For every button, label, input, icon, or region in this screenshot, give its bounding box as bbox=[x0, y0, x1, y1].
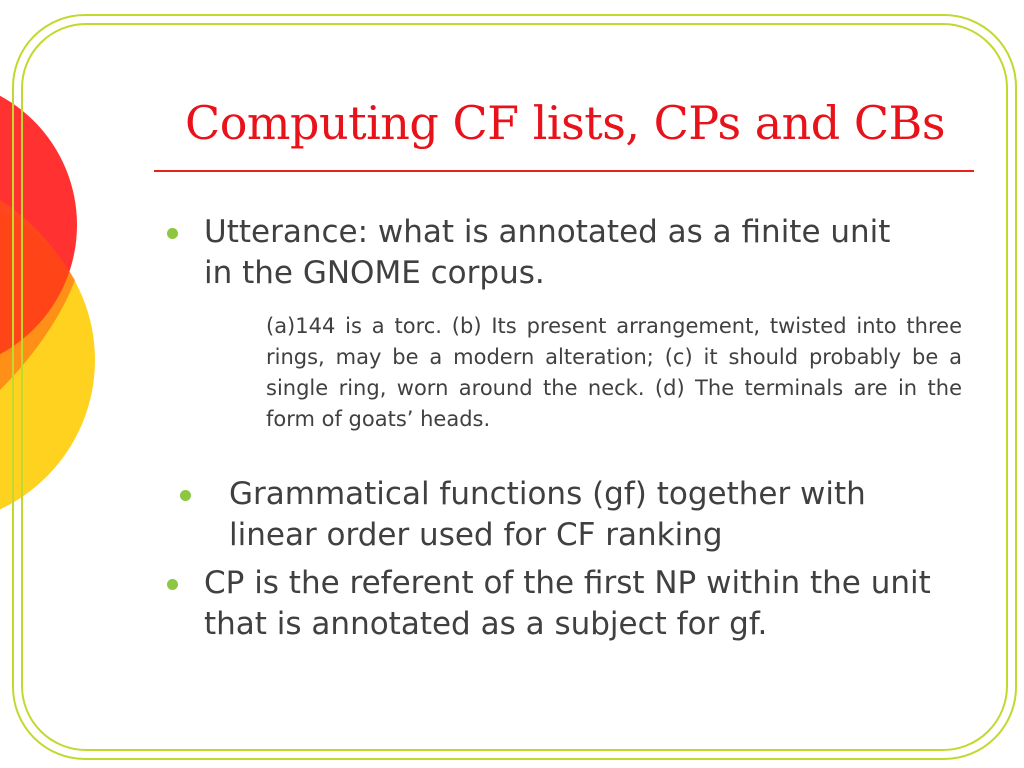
bullet-cp-definition: CP is the referent of the first NP within the unit that is annotated as a subject for gf. bbox=[204, 565, 931, 642]
example-text: (a)144 is a torc. (b) Its present arrangement, twisted into three rings, may be a modern alteration; (c) it should probably be a single ring, worn around the neck. (d) The terminals are in the form of goats’ heads. bbox=[266, 314, 962, 431]
bullet-grammatical-functions: Grammatical functions (gf) together with linear order used for CF ranking bbox=[229, 476, 866, 553]
bullet-utterance: Utterance: what is annotated as a finite unit in the GNOME corpus. bbox=[204, 214, 891, 291]
slide-title: Computing CF lists, CPs and CBs bbox=[185, 96, 945, 150]
bullet-dot-icon bbox=[167, 579, 178, 590]
bullet-dot-icon bbox=[180, 490, 191, 501]
bullet-dot-icon bbox=[167, 228, 178, 239]
title-underline bbox=[154, 170, 974, 172]
